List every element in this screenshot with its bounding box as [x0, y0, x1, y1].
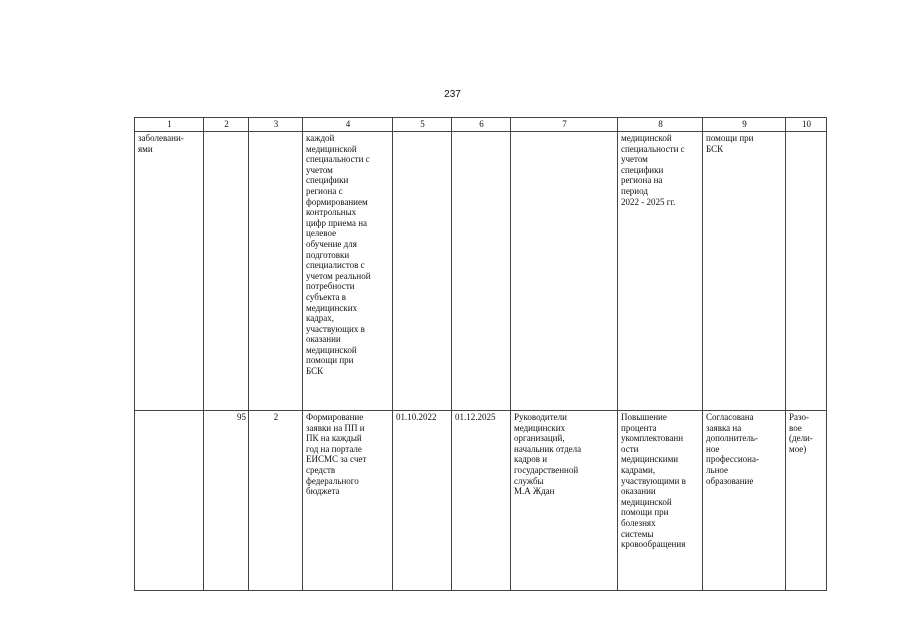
table-cell: медицинской специальности с учетом специфики региона на период 2022 - 2025 гг. [618, 132, 703, 411]
column-header: 8 [618, 118, 703, 132]
table-cell [452, 132, 511, 411]
table-cell: Формирование заявки на ПП и ПК на каждый год на портале ЕИСМС за счет средств федерального бюджета [303, 411, 393, 591]
table-header-row [135, 118, 827, 132]
table-cell [249, 132, 303, 411]
table-cell: Повышение процента укомплектованн ости медицинскими кадрами, участвующими в оказании медицинской помощи при болезнях системы кровообращения [618, 411, 703, 591]
table-cell [786, 132, 827, 411]
table-cell: Согласована заявка на дополнитель- ное профессиона- льное образование [703, 411, 786, 591]
page-number: 237 [444, 89, 461, 100]
table-cell: заболевани- ями [135, 132, 204, 411]
column-header: 10 [786, 118, 827, 132]
table-cell: Руководители медицинских организаций, начальник отдела кадров и государственной службы М.А Ждан [511, 411, 618, 591]
table-cell: 2 [249, 411, 303, 591]
table-cell [135, 411, 204, 591]
table-cell: 95 [204, 411, 249, 591]
plan-table [134, 117, 827, 591]
column-header: 3 [249, 118, 303, 132]
column-header: 5 [393, 118, 452, 132]
table-cell [393, 132, 452, 411]
column-header: 1 [135, 118, 204, 132]
column-header: 6 [452, 118, 511, 132]
table-cell: Разо- вое (дели- мое) [786, 411, 827, 591]
column-header: 4 [303, 118, 393, 132]
table-cell: 01.12.2025 [452, 411, 511, 591]
table-cell: помощи при БСК [703, 132, 786, 411]
column-header: 7 [511, 118, 618, 132]
table-cell: каждой медицинской специальности с учетом специфики региона с формированием контрольных цифр приема на целевое обучение для подготовки специалистов с учетом реальной потребности субъекта в медицинских кадрах, участвующих в оказании медицинской помощи при БСК [303, 132, 393, 411]
table-row-continuation [135, 132, 827, 411]
table-cell [511, 132, 618, 411]
table-cell [204, 132, 249, 411]
column-header: 9 [703, 118, 786, 132]
table-cell: 01.10.2022 [393, 411, 452, 591]
table-row [135, 411, 827, 591]
column-header: 2 [204, 118, 249, 132]
